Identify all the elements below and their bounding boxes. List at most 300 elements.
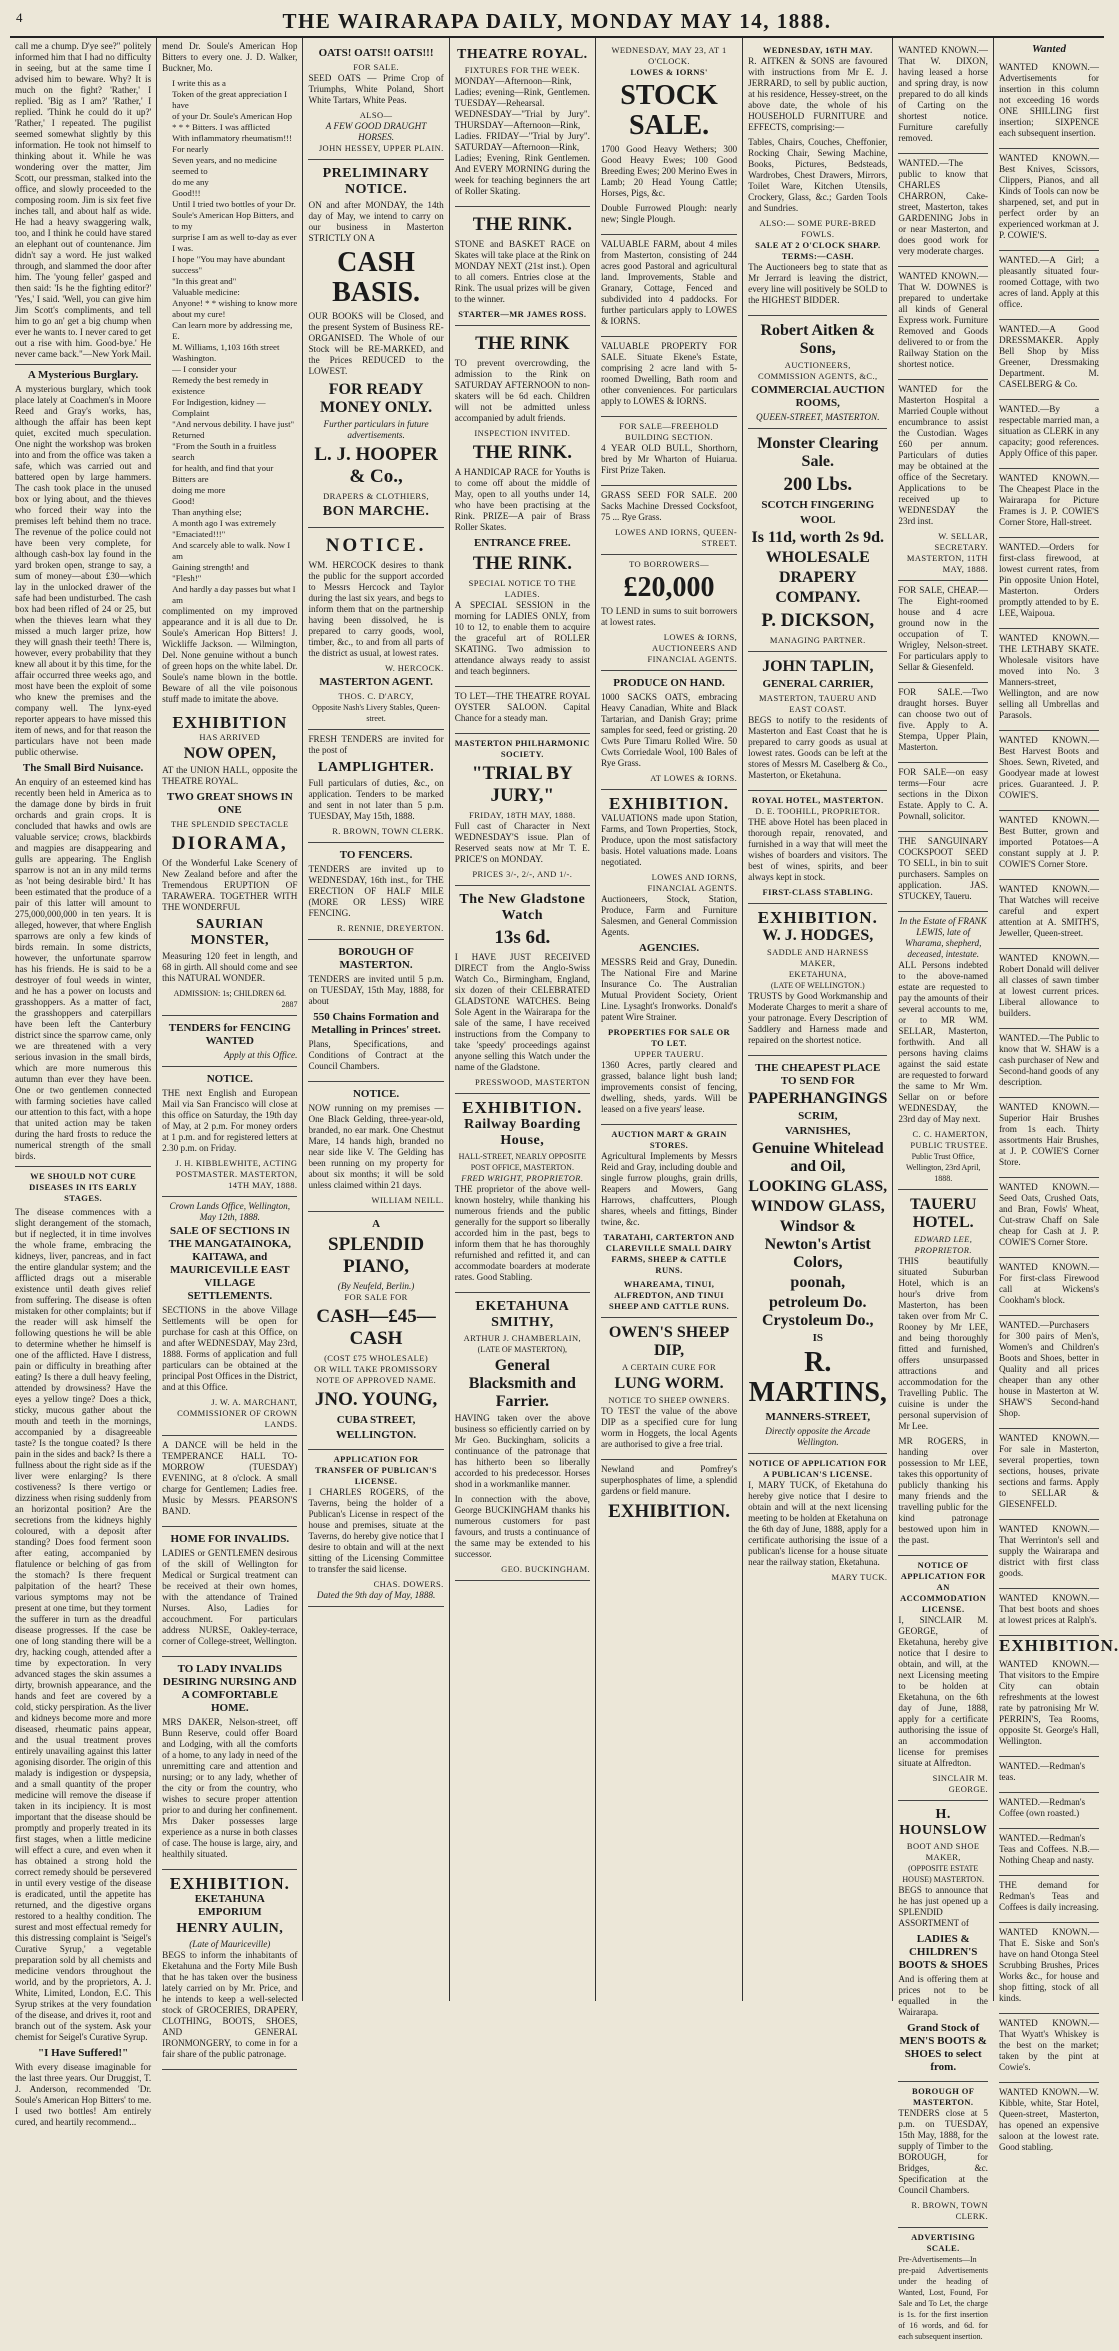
notice-text: THE next English and European Mail via San Francisco will close at this office on Saturday, the 19th day of May, at 2 p.m. For money orders at 1 p.m. and for registered letters at 2.30 p.m. on Friday.	[162, 1088, 298, 1153]
jury-date: FRIDAY, 18TH MAY, 1888.	[469, 810, 576, 820]
classified-text: FOR SALE.—Two draught horses. Buyer can choose two out of five. Apply to A. Stempa, Upper Plain, Masterton.	[898, 687, 988, 752]
classified	[999, 1098, 1099, 1178]
hodges-text: TRUSTS by Good Workmanship and Moderate Charges to merit a share of your patronage. Every Description of Saddlery and Harness made and repaired on the shortest notice.	[748, 991, 888, 1045]
notice-heading: NOTICE.	[206, 1073, 253, 1085]
transfer-ad	[308, 1450, 443, 1607]
borrowers: TO BORROWERS—	[629, 559, 709, 569]
exh-shows: TWO GREAT SHOWS IN ONE	[166, 791, 293, 816]
crown-lands-ad	[162, 1197, 297, 1436]
jerrard-text: R. AITKEN & SONS are favoured with instructions from Mr E. J. JERRARD, to sell by public auction, at his residence, Hessey-street, on the above date, the whole of his HOUSEHOLD FURNITURE and EFFECTS, comprising:—	[748, 56, 888, 132]
estate-text: ALL Persons indebted to the above-named estate are requested to pay the amounts of their several accounts to me, or to MR WM. SELLAR, Masterton, forthwith. And all persons having claims against the said estate are requested to forward the same to Mr Wm. Sellar on or before WEDNESDAY, the 23rd day of May next.	[898, 960, 988, 1124]
cash-text: OUR BOOKS will be Closed, and the present System of Business RE-ORGANISED. The Whole of our Stock will be RE-MARKED, and the Prices REDUCED to the LOWEST.	[308, 311, 444, 376]
hounslow-ad	[898, 1801, 988, 2082]
classified-text: WANTED for the Masterton Hospital a Married Couple without encumbrance to assist the Custodian. Wages £60 per annum. Particulars of duties may be obtained at the office of the Secretary. Applications to be received up to WEDNESDAY the 23rd inst.	[898, 384, 988, 526]
classified-text: WANTED.—By a respectable married man, a situation as CLERK in any capacity; good references. Apply Office of this paper.	[998, 404, 1099, 458]
toohill: D. E. TOOHILL, PROPRIETOR.	[755, 806, 881, 816]
sale-date: WEDNESDAY, 16TH MAY.	[762, 45, 873, 55]
accom-text: I, SINCLAIR M. GEORGE, of Eketahuna, hereby give notice that I desire to obtain, and will, at the next Licensing meeting to be holden at Eketahuna, on the 6th day of June, 1888, apply for a certificate authorising the issue of an accommodation license for premises situate at Alfredton.	[898, 1615, 988, 1768]
railway-heading: Railway Boarding House,	[464, 1117, 581, 1148]
nuisance-text: An enquiry of an esteemed kind has recently been held in America as to the damage done by birds in fruit orchards and grain crops. It is concluded that hawks and owls are valuable service; crows, blackbirds and magpies are disappearing and gulls are appearing. The English sparrow is not an in any mild terms as 'not being desirable bird.' It has been estimated that the produce of a pair of this latter will amount to 275,000,000,000 in ten years. It is alleged, however, that where English sparrows are only a few kinds of birds remain. In some districts, however, the unfortunate sparrow has his friends. He is said to be a destroyer of foul weeds in winter, and he has a power on locusts and grasshoppers. As a matter of fact, the grasshoppers and caterpillars have been left the Canterbury district since the sparrow came, only we are threatened with a very serious invasion in the small birds, which are more numerous this autumn than ever they have been. One or two gentlemen connected with farming societies have called our attention to this fact, with a hope that united action may be taken during the hard frosts to reduce the numerical strength of the small birds.	[15, 777, 152, 1161]
poem-line: "Flesh!"	[172, 573, 202, 583]
poem-line: A month ago I was extremely	[172, 518, 276, 528]
rink-heading: THE RINK.	[472, 442, 572, 463]
rink2-ad	[455, 326, 590, 687]
borough-heading: BOROUGH OF MASTERTON.	[912, 2086, 975, 2107]
classified-text: WANTED KNOWN.—That Werrinton's sell and supply the Wairarapa and district with first class goods.	[998, 1524, 1099, 1578]
railway-addr: HALL-STREET, NEARLY OPPOSITE POST OFFICE, MASTERTON.	[458, 1152, 587, 1172]
scrim: SCRIM,	[798, 1110, 838, 1122]
petroleum: petroleum Do. Crystoleum Do.,	[762, 1294, 874, 1329]
column-6	[743, 38, 893, 2001]
classified	[999, 1316, 1099, 1429]
freehold-ad	[601, 417, 737, 486]
classified	[999, 58, 1099, 149]
owens-cure: A CERTAIN CURE FOR	[622, 1362, 717, 1372]
winsor: Windsor & Newton's Artist Colors,	[764, 1218, 871, 1271]
prelim-text: ON and after MONDAY, the 14th day of May, we intend to carry on our business in Masterton STRICTLY ON A	[308, 200, 444, 243]
poem-line: "From the South in a fruitless search	[172, 441, 277, 462]
hounslow-text: BEGS to announce that he has just opened up a SPLENDID ASSORTMENT of	[898, 1885, 988, 1928]
bull-text: 4 YEAR OLD BULL, Shorthorn, bred by Mr Wharton of Huiarua. First Prize Taken.	[600, 443, 738, 475]
lamp-full: Full particulars of duties, &c., on application. Tenders to be marked and sent in not later than 5 p.m. TUESDAY, May 15th, 1888.	[308, 778, 444, 821]
lamp-text: FRESH TENDERS are invited for the post of	[308, 734, 444, 755]
nursing-text: MRS DAKER, Nelson-street, off Bunn Reserve, could offer Board and Lodging, with all the comforts of a home, to any lady in need of the unremitting care and attention and nursing; or to any lady, whether of the city or from the country, who wishes to secure proper attention prior to and during her confinement. Mrs Daker possesses large experience as a nurse in both classes of case. The house is large, airy, and healthily situated.	[162, 1717, 298, 1859]
special-heading: SPECIAL NOTICE TO THE LADIES.	[468, 578, 577, 599]
whitelead: Genuine Whitelead and Oil,	[751, 1140, 884, 1175]
notice-sign: J. H. KIBBLEWHITE, ACTING POSTMASTER. MASTERTON, 14TH MAY, 1888.	[175, 1158, 298, 1190]
carrier-text: BEGS to notify to the residents of Masterton and East Coast that he is prepared to carry goods as usual at lowest rates. Goods can be left at the stores of Messrs M. Caselberg & Co., Masterton, or Eketahuna.	[748, 715, 888, 780]
emporium-name: EKETAHUNA EMPORIUM	[194, 1893, 265, 1918]
nursing-heading: TO LADY INVALIDS DESIRING NURSING AND A COMFORTABLE HOME.	[162, 1663, 297, 1714]
classified	[898, 832, 988, 912]
divider	[15, 364, 151, 365]
martins-name: R. MARTINS,	[748, 1347, 887, 1408]
aulin-text: BEGS to inform the inhabitants of Eketahuna and the Forty Mile Bush that he has taken over the business lately carried on by Mr. Price, and he intends to keep a well-selected stock of GROCERIES, DRAPERY, CLOTHING, BOOTS, SHOES, AND GENERAL IRONMONGERY, to come in for a fair share of the public patronage.	[162, 1950, 298, 2059]
jury-text: Full cast of Character in Next WEDNESDAY'S issue. Plan of Reserved seats now at Mr T. E. PRICE'S on MONDAY.	[454, 821, 590, 864]
accom-ad	[898, 1556, 988, 1801]
saddle: SADDLE AND HARNESS MAKER,	[766, 947, 869, 968]
classified	[999, 949, 1099, 1029]
testimonial-end: complimented on my improved appearance and it is all due to Dr. Soule's American Hop Bitters! J. Wickliffe Jackson. — Wilmington, Del. None genuine without a bunch of green hops on the white label. Dr. Soule's name blown in the bottle. Beware of all the vile poisonous stuff made to imitate the above.	[162, 606, 298, 704]
jerrard-list: Tables, Chairs, Couches, Cheffonier, Rocking Chair, Sewing Machine, Books, Pictures, Bedsteads, Wardrobes, Chest Drawers, Mirrors, Toilet Ware, Kitchen Utensils, Crockery, Glass, &c.; Garden Tools and Sundries.	[748, 137, 888, 213]
produce-heading: PRODUCE ON HAND.	[613, 677, 725, 689]
classified	[898, 763, 988, 832]
cash-basis: CASH BASIS.	[332, 247, 421, 308]
owens-heading: OWEN'S SHEEP DIP,	[608, 1324, 730, 1359]
neill-sign: WILLIAM NEILL.	[371, 1195, 444, 1205]
valuations-sign: LOWES AND IORNS, FINANCIAL AGENTS.	[647, 872, 738, 893]
george-sign: SINCLAIR M. GEORGE.	[932, 1773, 988, 1794]
royal-text: THE above Hotel has been placed in thorough repair, renovated, and furnished in a way that will meet the wishes of boarders and visitors. The best of wines, spirits, and beer always kept in stock.	[748, 817, 888, 882]
column-3	[303, 38, 449, 2001]
exh-open: NOW OPEN,	[183, 745, 276, 762]
classified-text: WANTED.—Redman's Coffee (own roasted.)	[998, 1797, 1086, 1818]
exh-at: AT the UNION HALL, opposite the THEATRE ROYAL.	[162, 765, 298, 786]
freehold-heading: FOR SALE—FREEHOLD BUILDING SECTION.	[619, 421, 719, 442]
taueru-text: THIS beautifully situated Suburban Hotel, which is an hour's drive from Masterton, has been taken over from Mr C. Rooney by Mr LEE, and being thoroughly fitted and furnished, offers unsurpassed attractions and accommodation for the Travelling Public. The cuisine is under the personal supervision of Mr Lee.	[898, 1256, 988, 1431]
classified-text: WANTED.—The Public to know that W. SHAW is a cash purchaser of New and Second-hand goods of any description.	[998, 1033, 1099, 1087]
poem-line: "In this great and"	[172, 276, 237, 286]
classified	[999, 538, 1099, 629]
classified-text: THE SANGUINARY COCKSPOOT SEED TO SELL, in bin to suit purchasers. Samples on application. JAS. STUCKEY, Taueru.	[898, 836, 988, 901]
produce-sign: AT LOWES & IORNS.	[650, 773, 738, 783]
young-name: JNO. YOUNG,	[314, 1389, 438, 1410]
poem-line: Good!!!	[172, 188, 201, 198]
sale-text: The Auctioneers beg to state that as Mr Jerrard is leaving the district, every line will positively be SOLD to the HIGHEST BIDDER.	[748, 262, 888, 305]
properties-heading: PROPERTIES FOR SALE OR TO LET.	[608, 1027, 731, 1048]
blacksmith: General Blacksmith and Farrier.	[468, 1357, 576, 1410]
inspection: INSPECTION INVITED.	[474, 428, 571, 438]
wellington: WELLINGTON.	[335, 1429, 417, 1441]
philharmonic-heading: MASTERTON PHILHARMONIC SOCIETY.	[454, 738, 590, 759]
theatre-heading: THEATRE ROYAL.	[456, 47, 588, 62]
exhibition-heading: EXHIBITION.	[608, 1501, 731, 1522]
exhibition-heading: EXHIBITION	[172, 713, 288, 732]
piano-heading: SPLENDID PIANO,	[328, 1234, 425, 1277]
borough-tender-ad	[898, 2082, 988, 2228]
sellar-sign: W. SELLAR, SECRETARY. MASTERTON, 11TH MAY, 1888.	[906, 531, 988, 574]
piano-promissory: OR WILL TAKE PROMISSORY NOTE OF APPROVED NAME.	[314, 1364, 438, 1385]
column-2	[157, 38, 303, 2059]
classified-text: WANTED KNOWN.—Best Knives, Scissors, Clippers, Pianos, and all Kinds of Tools can now be sharpened, set, and put in perfect order by an experienced workman at J. P. COWIE'S.	[998, 153, 1099, 240]
worth: Is 11d, worth 2s 9d.	[751, 529, 885, 546]
jerrard-also: ALSO:— SOME PURE-BRED FOWLS.	[759, 218, 877, 239]
dowers-sign: CHAS. DOWERS.	[373, 1579, 444, 1589]
piano-price: CASH—£45—CASH	[316, 1306, 436, 1349]
newspaper-title: THE WAIRARAPA DAILY, MONDAY MAY 14, 1888.	[282, 8, 832, 33]
brown-sign: R. BROWN, TOWN CLERK.	[332, 826, 444, 836]
rogers-text: MR ROGERS, in handing over possession to Mr LEE, takes this opportunity of publicly thanking his many friends and the travelling public for the kind patronage bestowed upon him in the past.	[898, 1436, 988, 1545]
scale-text: Pre-Advertisements—In pre-paid Advertisements under the heading of Wanted, Lost, Found, For Sale and To Let, the charge is 1s. for the first insertion of 16 words, and 6d. for each subsequent insertion.	[898, 2255, 988, 2341]
stock-sale-heading: STOCK SALE.	[620, 80, 718, 141]
taueru-hotel-ad	[898, 1190, 988, 1556]
manners: MANNERS-STREET,	[765, 1411, 871, 1423]
grand-stock: Grand Stock of MEN'S BOOTS & SHOES to select from.	[899, 2022, 987, 2073]
classified	[999, 1029, 1099, 1098]
wholesale-ad	[748, 429, 887, 652]
oats-also: ALSO—	[359, 110, 393, 120]
royal-hotel-ad	[748, 791, 887, 904]
poonah: poonah,	[790, 1274, 846, 1291]
exh-diorama-text: Of the Wonderful Lake Scenery of New Zealand before and after the Tremendous ERUPTION OF TARAWERA. TOGETHER WITH THE WONDERFUL	[162, 858, 298, 912]
poem-line: "Emaciated!!!"	[172, 529, 226, 539]
buckingham-text: In connection with the above, George BUCKINGHAM thanks his numerous customers for past favours, and trusts a continuance of the same may be extended to his successor.	[454, 1494, 590, 1559]
clearing-heading: Monster Clearing Sale.	[757, 435, 879, 470]
oats-ad	[308, 41, 443, 160]
railway-ad	[455, 1094, 590, 1293]
taueru-heading: UPPER TAUERU.	[634, 1049, 704, 1059]
classified	[999, 880, 1099, 949]
watch-text: I HAVE JUST RECEIVED DIRECT from the Anglo-Swiss Watch Co., Birmingham, England, six dozen of their CELEBRATED GLADSTONE WATCHES. Being Sole Agent in the Wairarapa for the sale of the same, I have received instructions from the Company to take 'speedy' proceedings against anyone selling this Watch under the name of the Gladstone.	[454, 952, 590, 1072]
column-7	[893, 38, 994, 2341]
fencing-heading: TENDERS for FENCING WANTED	[168, 1022, 291, 1047]
window-glass: WINDOW GLASS,	[750, 1198, 885, 1215]
lowes-iorns: LOWES & IORNS'	[630, 67, 708, 77]
looking-glass: LOOKING GLASS,	[748, 1178, 888, 1195]
exh-saurian: SAURIAN MONSTER,	[190, 917, 269, 948]
further-text: Further particulars in future advertisements.	[323, 419, 429, 440]
dance-ad	[162, 1436, 297, 1527]
loan-text: TO LEND in sums to suit borrowers at lowest rates.	[600, 606, 738, 627]
estate-ad	[898, 912, 988, 1190]
poem-line: For Indigestion, kidney — Complaint	[172, 397, 266, 418]
exh-admission: ADMISSION: 1s; CHILDREN 6d.	[173, 989, 287, 998]
column-5	[596, 38, 743, 2001]
tuck-sign: MARY TUCK.	[831, 1572, 888, 1582]
poem-line: doing me more	[172, 485, 226, 495]
poem-line: And hardly a day passes but what I am	[172, 584, 296, 605]
is-word: IS	[812, 1332, 823, 1344]
drapery: DRAPERY	[778, 569, 857, 586]
watch-sign: PRESSWOOD, MASTERTON	[474, 1077, 590, 1087]
publican-heading: NOTICE OF APPLICATION FOR A PUBLICAN'S LICENSE.	[748, 1458, 887, 1479]
lamp-heading: LAMPLIGHTER.	[318, 760, 435, 775]
dance-text: A DANCE will be held in the TEMPERANCE HALL TO-MORROW (TUESDAY) EVENING, at 8 o'clock. A small charge for Gentlemen; Ladies free. Music by Messrs. PEARSON'S BAND.	[162, 1440, 298, 1516]
classified-text: WANTED KNOWN.—For sale in Masterton, several properties, town sections, houses, private sections and farms. Apply to SELLAR & GIESENFELD.	[998, 1433, 1099, 1509]
sale-head: Crown Lands Office, Wellington, May 12th, 1888.	[169, 1201, 291, 1222]
entrance-free: ENTRANCE FREE.	[474, 537, 571, 549]
valuations-text: VALUATIONS made upon Station, Farms, and Town Properties, Stock, Produce, upon the most satisfactory basis. Hotel valuations made. Loans negotiated.	[600, 813, 738, 867]
sale-date: WEDNESDAY, MAY 23, AT 1 O'CLOCK.	[611, 45, 727, 66]
poem-line: M. Williams, 1,103 16th street Washington.	[172, 342, 280, 363]
piano-maker: (By Neufeld, Berlin.)	[337, 1281, 415, 1291]
classified	[999, 1757, 1099, 1793]
poem-line: Seven years, and no medicine seemed to	[172, 155, 277, 176]
aitken-queen: QUEEN-STREET, MASTERTON.	[756, 412, 880, 422]
dickson: P. DICKSON,	[761, 610, 875, 631]
transfer-text: I CHARLES ROGERS, of the Taverns, being the holder of a Publican's License in respect of the house and premises, situate at the Taverns, do hereby give notice that I desire to obtain and will at the next sitting of the Licensing Committee to transfer the said license.	[308, 1487, 444, 1574]
lamplighter-ad	[308, 730, 443, 843]
watch-ad	[455, 886, 590, 1094]
classified-text: WANTED KNOWN.—Best Harvest Boots and Shoes. Sewn, Riveted, and Goodyear made at lowest prices. Guaranteed. J. P. COWIE'S.	[998, 735, 1099, 800]
piano-sale: FOR SALE FOR	[344, 1292, 408, 1302]
classified	[898, 380, 988, 581]
bon-marche: BON MARCHE.	[322, 504, 430, 519]
classified	[898, 581, 988, 683]
loan-ad	[601, 555, 737, 671]
classified-text: THE demand for Redman's Teas and Coffees is daily increasing.	[998, 1880, 1099, 1912]
trust-office: Public Trust Office, Wellington, 23rd April, 1888.	[905, 1152, 981, 1183]
oats-text: SEED OATS — Prime Crop of Triumphs, White Poland, Short White Tartars, White Peas.	[308, 73, 444, 105]
classified-text: WANTED.—A Good DRESSMAKER. Apply Bell Shop by Miss Greener, Dressmaking Department. M. CASELBERG & Co.	[998, 324, 1099, 389]
exh-arrived: HAS ARRIVED	[199, 732, 261, 742]
saloon-ad	[455, 687, 590, 734]
jerrard-sale-ad	[748, 41, 887, 316]
fencers-ad	[308, 843, 443, 940]
oats-sale: FOR SALE.	[353, 62, 399, 72]
exhibition-ad	[162, 709, 297, 1016]
superphosphate-ad	[601, 1460, 737, 1531]
classified	[898, 683, 988, 763]
aitken-ad	[748, 316, 887, 429]
draught-horses: A FEW GOOD DRAUGHT HORSES.	[325, 121, 427, 142]
exh-splendid: THE SPLENDID SPECTACLE	[170, 819, 289, 829]
hercock-sign: W. HERCOCK.	[385, 663, 444, 673]
poem-line: surprise I am as well to-day as ever I was.	[172, 232, 297, 253]
sheep-dip-ad	[601, 1318, 737, 1460]
transfer-heading: APPLICATION FOR TRANSFER OF PUBLICAN'S LICENSE.	[315, 1454, 437, 1486]
aitken-heading: Robert Aitken & Sons,	[760, 322, 876, 357]
classified	[898, 41, 988, 154]
exh-diorama: DIORAMA,	[171, 833, 288, 854]
agencies-heading: AGENCIES.	[638, 942, 700, 954]
poem-line: Until I tried two bottles of your Dr.	[172, 199, 296, 209]
letter-intro: mend Dr. Soule's American Hop Bitters to every one. J. D. Walker, Buckner, Mo.	[162, 41, 298, 73]
hounslow-heading: H. HOUNSLOW	[899, 1807, 988, 1838]
royal-heading: ROYAL HOTEL, MASTERTON.	[751, 795, 884, 805]
ready-money: FOR READY MONEY ONLY.	[320, 381, 433, 416]
scale-ad	[898, 2228, 988, 2351]
classified	[999, 400, 1099, 469]
jury-prices: PRICES 3/-, 2/-, AND 1/-.	[472, 869, 573, 879]
invalids-ad	[162, 1527, 297, 1657]
stock-sale-ad	[601, 41, 737, 235]
classified	[999, 251, 1099, 320]
poem-line: With inflammatory rheumatism!!!	[172, 133, 293, 143]
column-4	[450, 38, 596, 2001]
auctioneers-text: Auctioneers, Stock, Station, Produce, Farm and Furniture Salesmen, and General Commission Agents.	[600, 894, 738, 937]
handicap-text: A HANDICAP RACE for Youths is to come off about the middle of May, open to all youths under 14, who have been practising at the Rink. PRIZE—A pair of Brass Roller Skates.	[454, 467, 590, 532]
starter: STARTER—MR JAMES ROSS.	[458, 309, 587, 319]
lung-worm: LUNG WORM.	[614, 1375, 724, 1392]
eketa: EKETAHUNA,	[788, 969, 847, 979]
classified-text: WANTED KNOWN.—That best boots and shoes at lowest prices at Ralph's.	[998, 1593, 1099, 1625]
dated: Dated the 9th day of May, 1888.	[316, 1590, 436, 1600]
chains-plans: Plans, Specifications, and Conditions of Contract at the Council Chambers.	[308, 1039, 444, 1071]
poem-line: of your Dr. Soule's American Hop	[172, 111, 293, 121]
fixtures-text: MONDAY—Afternoon—Rink, Ladies; evening—Rink, Gentlemen. TUESDAY—Rehearsal. WEDNESDAY—"Trial by Jury". THURSDAY—Afternoon—Rink, Ladies. FRIDAY—"Trial by Jury". SATURDAY—Afternoon—Rink, Ladies; Evening, Rink Gentlemen. And EVERY MORNING during the week for teaching beginners the art of Roller Skating.	[454, 76, 590, 196]
fencing-ad	[162, 1016, 297, 1067]
poem-line: Remedy the best remedy in existence	[172, 375, 269, 396]
poem-line: Anyone! * * wishing to know more	[172, 298, 298, 308]
classified	[999, 731, 1099, 811]
disease-text: The disease commences with a slight derangement of the stomach, but if neglected, it in time involves the whole frame, embracing the kidneys, liver, pancreas, and in fact the entire glandular system; and the afflicted drags out a miserable existence until death gives relief from suffering. The disease is often mistaken for other complaints; but if the reader will ask himself the following questions he will be able to determine whether he himself is one of the afflicted. Have I distress, pain or difficulty in breathing after eating? Is there a dull heavy feeling, attended by drowsiness? Have the eyes a yellow tinge? Does a thick, sticky, mucous gather about the mouth and teeth in the mornings, accompanied by a disagreeable taste? Is the tongue coated? Is there pain in the sides and back? Is there a fullness about the right side as if the liver were enlarging? Is there costiveness? Is there vertigo or dizziness when rising suddenly from an horizontal position? Are the secretions from the kidneys highly coloured, with a deposit after standing? Does food ferment soon after eating, accompanied by flatulence or belching of gas from the stomach? Is there frequent palpitation of the heart? These various symptoms may not be present at one time, but they torment the sufferer in turn as the dreadful disease progresses. If the case be one of long standing there will be a dry, hacking cough, attended after a time by expectoration. In very advanced stages the skin assumes a dirty, brownish appearance, and the hands and feet are covered by a cold, sticky perspiration. As the liver and kidneys become more and more diseased, rheumatic pains appear, and the usual treatment proves entirely unavailing against this latter agonising disorder. The origin of this malady is indigestion or dyspepsia, and a small quantity of the proper medicine will remove the disease if taken in its incipiency. It is most important that the disease should be promptly and properly treated in its first stages, when a little medicine will effect a cure, and even when it has obtained a strong hold the correct remedy should be persevered in until every vestige of the disease is eradicated, until the appetite has returned, and the digestive organs restored to a healthy condition. The surest and most effectual remedy for this distressing complaint is 'Seigel's Curative Syrup,' a vegetable preparation sold by all chemists and medicine vendors throughout the world, and by the proprietors, A. J. White, Limited, London, E.C. This Syrup strikes at the very foundation of the disease, and drives it, root and branch out of the system. Ask your chemist for Seigel's Curative Syrup.	[15, 1207, 152, 2042]
rink-text: STONE and BASKET RACE on Skates will take place at the Rink on MONDAY NEXT (21st inst.). Open to all comers. Entries close at the Rink. The usual prizes will be given to the winner.	[454, 239, 590, 304]
saloon-text: TO LET—THE THEATRE ROYAL OYSTER SALOON. Capital Chance for a steady man.	[454, 691, 590, 723]
fred-wright: FRED WRIGHT, PROPRIETOR.	[461, 1173, 584, 1183]
poem-line: for health, and find that your Bitters are	[172, 463, 274, 484]
sale-text: SECTIONS in the above Village Settlements will be open for purchase for cash at this Office, on and after WEDNESDAY, May 23rd, 1888. Forms of application and full particulars can be obtained at the principal Post Offices in the District, and at this Office.	[162, 1305, 298, 1392]
testimonial-poem	[162, 78, 297, 606]
poem-line: Returned	[172, 430, 205, 440]
poem-line: do me any	[172, 177, 209, 187]
poem-line: Good!	[172, 496, 195, 506]
classified-text: WANTED KNOWN.—That E. Siske and Son's have on hand Otonga Steel Scrubbing Brushes, Prices Works &c., for house and shop fitting, stock of all kinds.	[998, 1927, 1099, 2003]
aitken-comm: COMMISSION AGENTS, &C.,	[758, 371, 878, 381]
classified-text: WANTED KNOWN.—That visitors to the Empire City can obtain refreshments at the lowest rate by patronising Mr W. PERRIN'S, Tea Rooms, opposite St. George's Hall, Wellington.	[998, 1659, 1099, 1746]
poem-line: For nearly	[172, 144, 209, 154]
paper: PAPERHANGINGS	[748, 1090, 888, 1107]
rink-heading: THE RINK	[475, 333, 570, 354]
hooper-ad	[308, 160, 443, 528]
farm-text: VALUABLE FARM, about 4 miles from Masterton, consisting of 244 acres good Pastoral and agricultural land. Improvements, Stable and Granary, Cottage, Fenced and subdivided into 4 paddocks. For further particulars apply to LOWES & IORNS.	[600, 239, 738, 326]
classified	[999, 1258, 1099, 1316]
classified-text: WANTED KNOWN.—THE LETHABY SKATE. Wholesale visitors have moved into No. 3 Manners-street, Wellington, and are now selling all Umbrellas and Parasols.	[998, 633, 1099, 720]
wool: WOOL	[800, 514, 836, 526]
taplin-heading: JOHN TAPLIN,	[762, 658, 874, 675]
managing: MANAGING PARTNER.	[769, 635, 866, 645]
wholesale: WHOLESALE	[765, 549, 870, 566]
notice-text: NOW running on my premises — One Black Gelding, three-year-old, branded, no ear mark. One Chestnut Mare, 14 hands high, branded no near side like V. The Gelding has been running on my property for about six months; it will be sold unless claimed within 21 days.	[308, 1103, 444, 1190]
smithy-heading: EKETAHUNA SMITHY,	[475, 1299, 570, 1330]
smithy-text: HAVING taken over the above business so efficiently carried on by Mr Geo. Buckingham, solicits a continuance of the patronage that has hitherto been so liberally accorded to his predecessor. Horses shod in a workmanlike manner.	[454, 1413, 590, 1489]
tenders-text: TENDERS close at 5 p.m. on TUESDAY, 15th May, 1888, for the supply of Timber to the BOROUGH, for Bridges, &c. Specification at the Council Chambers.	[898, 2108, 988, 2195]
classified	[999, 1520, 1099, 1589]
property-ad	[601, 337, 737, 417]
classified	[999, 1829, 1099, 1876]
classified	[999, 469, 1099, 538]
farm-ad	[601, 235, 737, 337]
mail-notice	[162, 1067, 297, 1197]
exhibition-heading: EXHIBITION.	[998, 1636, 1119, 1655]
story-ending: call me a chump. D'ye see?" politely informed him that I had no difficulty in seeing, but at the same time I advised him to beware. Why? It is much on the fight? 'Rather,' I replied. 'Big as I am?' 'Rather,' I replied. 'Think he could do it up?' 'Rather,' I repeated. The pugilist seemed somewhat slightly by this information. He took not himself to thinking about it. While he was wondering over the matter, Jim Scott, our pressman, stalked into the office, and slowly proceeded to the composing room. Jim is six feet five inches tall, and about half as wide. He had a heavy swaggering walk, too, and I think he could have stared an elephant out of countenance. Jim didn't say a word. He just walked through, and slammed the door after him. The 'young feller' gasped and then said: 'Is he the fighting editor?' 'Yes,' I said. 'Well, you can give him Jim Scott's compliments, and tell him to go an' get a big chump when ever he wants to. I never cared to get out a rise with him. Good-bye.' He never came back."—New York Mail.	[15, 41, 152, 359]
classified-text: WANTED KNOWN.—That W. DOWNES is prepared to undertake all kinds of General Express work. Furniture Removed and Goods delivered to or from the Railway Station on the shortest notice.	[898, 271, 988, 369]
tarata-heading: TARATAHI, CARTERTON AND CLAREVILLE SMALL DAIRY FARMS, SHEEP & CATTLE RUNS.	[603, 1232, 735, 1275]
suffered-text: With every disease imaginable for the last three years. Our Druggist, T. J. Anderson, recommended 'Dr. Soule's American Hop Bitters' to me. I used two bottles! Am entirely cured, and heartily recommend...	[15, 2062, 152, 2127]
classified	[999, 1429, 1099, 1520]
classified-text: WANTED KNOWN.—That Wyatt's Whiskey is the best on the market; taken by the pint at Cowie's.	[998, 2018, 1099, 2072]
classified-text: WANTED KNOWN.—Best Butter, grown and imported Potatoes—A constant supply at J. P. COWIE'S Corner Store.	[998, 815, 1099, 869]
lee: EDWARD LEE, PROPRIETOR.	[914, 1234, 973, 1255]
theatre-ad	[455, 41, 590, 207]
classified-text: WANTED.—Orders for first-class firewood, at lowest current rates, from Pin opposite Union Hotel, Masterton. Orders promptly attended to by E. LEE, Waipoua.	[998, 542, 1099, 618]
disease-title: WE SHOULD NOT CURE DISEASES IN ITS EARLY STAGES.	[29, 1171, 138, 1203]
notice-text: WM. HERCOCK desires to thank the public for the support accorded to Messrs Hercock and Taylor during the last six years, and begs to inform them that on the partnership having been dissolved, he is prepared to carry goods, wool, timber, &c., to and from all parts of the district as usual, at lowest rates.	[308, 560, 444, 658]
poem-line: Can learn more by addressing me, E.	[172, 320, 293, 341]
hooper-name: L. J. HOOPER & Co.,	[314, 444, 438, 487]
classified	[999, 811, 1099, 880]
owens-text: TO TEST the value of the above DIP as a specified cure for lung worm in Hoggets, the local Agents are authorised to give a free trial.	[600, 1406, 738, 1449]
classified	[999, 629, 1099, 731]
classified	[999, 1876, 1099, 1923]
grass-sign: LOWES AND IORNS, QUEEN-STREET.	[615, 527, 738, 548]
exhibition-heading: EXHIBITION.	[462, 1098, 583, 1117]
sale-title: SALE OF SECTIONS IN THE MANGATAINOKA, KAITAWA, and MAURICEVILLE EAST VILLAGE SETTLEMENTS.	[168, 1225, 292, 1302]
page-number: 4	[16, 10, 23, 25]
poem-line: Token of the great appreciation I have	[172, 89, 288, 110]
invalids-text: LADIES or GENTLEMEN desirous of the skill of Wellington for Medical or Surgical treatment can be received at their own homes, with the attendance of Trained Nurses. Also, Ladies for accouchment. For particulars address NURSE, Oakley-terrace, corner of College-street, Wellington.	[162, 1548, 298, 1646]
stray-notice	[308, 1082, 443, 1212]
rink-heading: THE RINK.	[472, 214, 572, 235]
fencing-apply: Apply at this Office.	[223, 1050, 298, 1060]
hessey-sign: JOHN HESSEY, UPPER PLAIN.	[318, 143, 444, 153]
produce-text: 1000 SACKS OATS, embracing Heavy Canadian, White and Black Tartarian, and Danish Gray; prime samples for seed, feed or gristing. 20 Cwts Pure Timaru Rolled Wire. 50 Cwts Corriedale Wool, 100 Bales of Rye Grass.	[600, 692, 738, 768]
brown-sign: R. BROWN, TOWN CLERK.	[911, 2200, 988, 2221]
oats-heading: OATS! OATS!! OATS!!!	[318, 47, 434, 59]
sale-sign: J. W. A. MARCHANT, COMMISSIONER OF CROWN LANDS.	[177, 1397, 298, 1429]
nursing-ad	[162, 1657, 297, 1870]
classified	[898, 267, 988, 380]
suffered-title: "I Have Suffered!"	[37, 2047, 129, 2059]
divider	[15, 1166, 151, 1167]
estate-heading: In the Estate of FRANK LEWIS, late of Wharama, shepherd, deceased, intestate.	[899, 916, 987, 959]
classified-text: WANTED KNOWN.—For first-class Firewood call at Wickens's Cookham's block.	[998, 1262, 1099, 1305]
watch-price: 13s 6d.	[494, 927, 551, 948]
wanted-heading: Wanted	[1031, 43, 1066, 55]
classified-text: FOR SALE—on easy terms—Four acre sections in the Dixon Estate. Apply to C. A. Pownall, solicitor.	[898, 767, 988, 821]
classified	[999, 320, 1099, 400]
rink-ad	[455, 207, 590, 326]
whareama-heading: WHAREAMA, TINUI, ALFREDTON, AND TINUI SHEEP AND CATTLE RUNS.	[608, 1279, 730, 1311]
nuisance-title: The Small Bird Nuisance.	[22, 762, 144, 774]
lbs: 200 Lbs.	[783, 474, 853, 495]
taueru-heading: TAUERU HOTEL.	[910, 1196, 977, 1231]
poem-line: about my cure!	[172, 309, 226, 319]
hodges-heading: W. J. HODGES,	[762, 927, 874, 944]
exhibition-heading: EXHIBITION.	[169, 1874, 290, 1893]
exhibition-heading: EXHIBITION.	[608, 794, 730, 813]
classified-text: WANTED KNOWN.—That Watches will receive careful and expert attention at A. SMITH'S, Jeweller, Queen-street.	[998, 884, 1099, 938]
